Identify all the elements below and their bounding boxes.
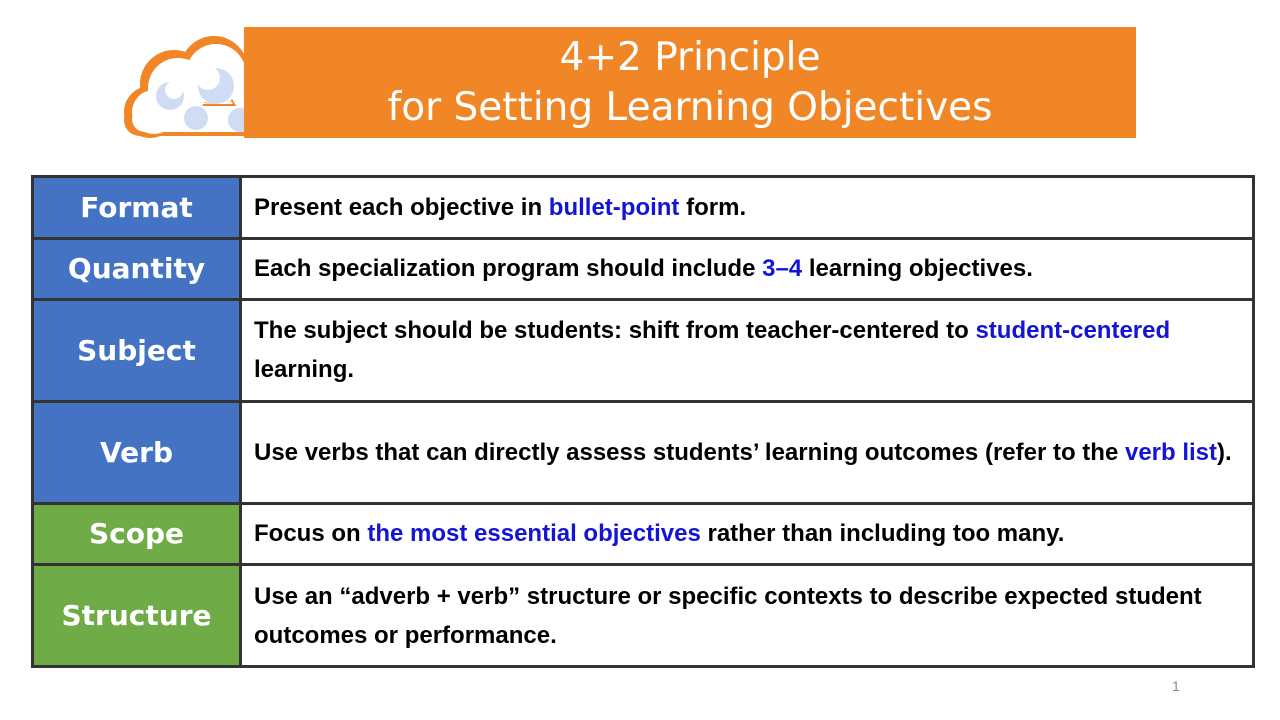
row-label-structure: Structure	[33, 565, 241, 667]
row-text: Use an “adverb + verb” structure or specific contexts to describe expected student outcomes or performance.	[254, 582, 1202, 649]
row-text: The subject should be students: shift from teacher-centered to	[254, 317, 976, 345]
title-line-2: for Setting Learning Objectives	[387, 85, 993, 130]
row-text-scope	[241, 503, 1254, 565]
title-line-1: 4+2 Principle	[559, 35, 821, 80]
title-banner	[244, 27, 1136, 138]
row-highlight: student-centered	[975, 317, 1171, 345]
row-text: Use verbs that can directly assess students’ learning outcomes (refer to the	[254, 438, 1125, 466]
table-row	[33, 177, 1254, 239]
row-label-format: Format	[33, 177, 241, 239]
row-highlight: bullet-point	[548, 193, 680, 221]
row-text: ).	[1217, 438, 1232, 466]
row-label-scope: Scope	[33, 503, 241, 565]
row-highlight: verb list	[1124, 438, 1218, 466]
principles-table	[31, 175, 1255, 668]
row-label-subject: Subject	[33, 300, 241, 402]
row-text-subject	[241, 300, 1254, 402]
row-highlight: 3–4	[762, 255, 803, 283]
row-text: Each specialization program should include	[254, 255, 763, 283]
row-highlight: the most essential objectives	[367, 520, 701, 548]
row-label-verb: Verb	[33, 401, 241, 503]
table-row	[33, 238, 1254, 300]
row-text-format	[241, 177, 1254, 239]
page-number: 1	[1172, 678, 1180, 694]
row-text: Focus on	[254, 520, 368, 548]
row-text: learning objectives.	[802, 255, 1033, 283]
row-text: rather than including too many.	[700, 520, 1065, 548]
row-text-structure	[241, 565, 1254, 667]
row-label-quantity: Quantity	[33, 238, 241, 300]
row-text: form.	[679, 193, 747, 221]
table-row	[33, 565, 1254, 667]
table-row	[33, 300, 1254, 402]
table-row	[33, 503, 1254, 565]
row-text: Present each objective in	[254, 193, 549, 221]
row-text-quantity	[241, 238, 1254, 300]
table-row	[33, 401, 1254, 503]
row-text: learning.	[254, 356, 355, 384]
row-text-verb	[241, 401, 1254, 503]
